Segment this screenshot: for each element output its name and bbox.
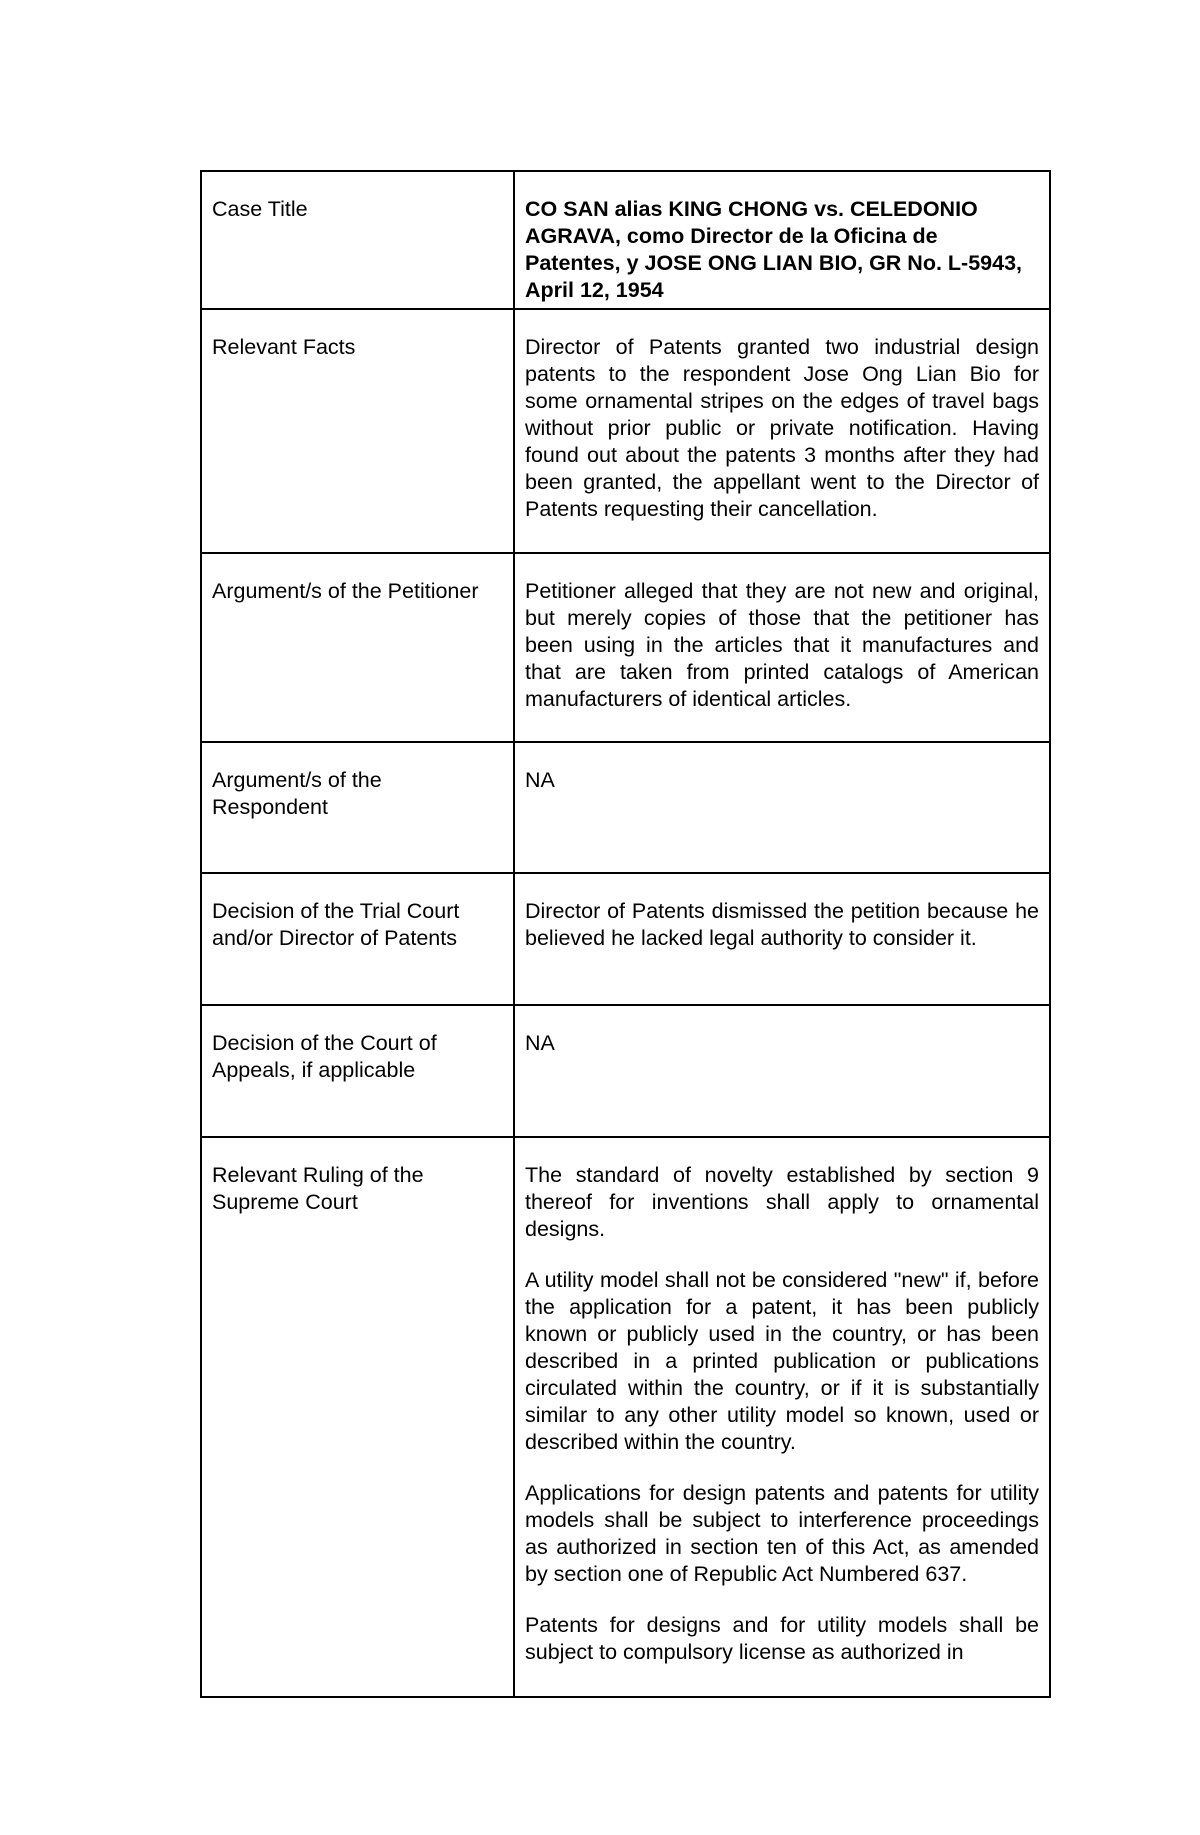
row-label: Decision of the Trial Court and/or Director of Patents: [201, 873, 514, 1005]
ruling-paragraph: Applications for design patents and patents for utility models shall be subject to interference proceedings as authorized in section ten of this Act, as amended by section one of Republic Act Numbered 637.: [525, 1481, 1039, 1586]
trial-court-decision-value: Director of Patents dismissed the petition because he believed he lacked legal authority to consider it.: [514, 873, 1050, 1005]
ruling-paragraph: The standard of novelty established by section 9 thereof for inventions shall apply to ornamental designs.: [525, 1163, 1039, 1241]
row-label: Argument/s of the Petitioner: [201, 553, 514, 742]
petitioner-arguments-value: Petitioner alleged that they are not new and original, but merely copies of those that the petitioner has been using in the articles that it manufactures and that are taken from printed catalogs of American manufacturers of identical articles.: [514, 553, 1050, 742]
court-of-appeals-decision-value: NA: [514, 1005, 1050, 1137]
row-label: Case Title: [201, 171, 514, 309]
trial-court-decision-row: [201, 873, 1050, 1005]
row-label: Argument/s of the Respondent: [201, 742, 514, 873]
relevant-facts-value: Director of Patents granted two industrial design patents to the respondent Jose Ong Lian Bio for some ornamental stripes on the edges of travel bags without prior public or private notification. Having found out about the patents 3 months after they had been granted, the appellant went to the Director of Patents requesting their cancellation.: [514, 309, 1050, 553]
row-label: Relevant Facts: [201, 309, 514, 553]
ruling-paragraph: A utility model shall not be considered "new" if, before the application for a patent, it has been publicly known or publicly used in the country, or has been described in a printed publication or publications circulated within the country, or if it is substantially similar to any other utility model so known, used or described within the country.: [525, 1268, 1039, 1454]
ruling-paragraph: Patents for designs and for utility models shall be subject to compulsory license as authorized in: [525, 1613, 1039, 1664]
respondent-arguments-row: [201, 742, 1050, 873]
row-label: Relevant Ruling of the Supreme Court: [201, 1137, 514, 1697]
case-title-value: CO SAN alias KING CHONG vs. CELEDONIO AGRAVA, como Director de la Oficina de Patentes, y JOSE ONG LIAN BIO, GR No. L-5943, April 12, 1954: [514, 171, 1050, 309]
petitioner-arguments-row: [201, 553, 1050, 742]
respondent-arguments-value: NA: [514, 742, 1050, 873]
row-label: Decision of the Court of Appeals, if applicable: [201, 1005, 514, 1137]
case-title-row: [201, 171, 1050, 309]
supreme-court-ruling-row: [201, 1137, 1050, 1697]
court-of-appeals-decision-row: [201, 1005, 1050, 1137]
relevant-facts-row: [201, 309, 1050, 553]
supreme-court-ruling-value: [514, 1137, 1050, 1697]
case-digest-table: [200, 170, 1051, 1698]
